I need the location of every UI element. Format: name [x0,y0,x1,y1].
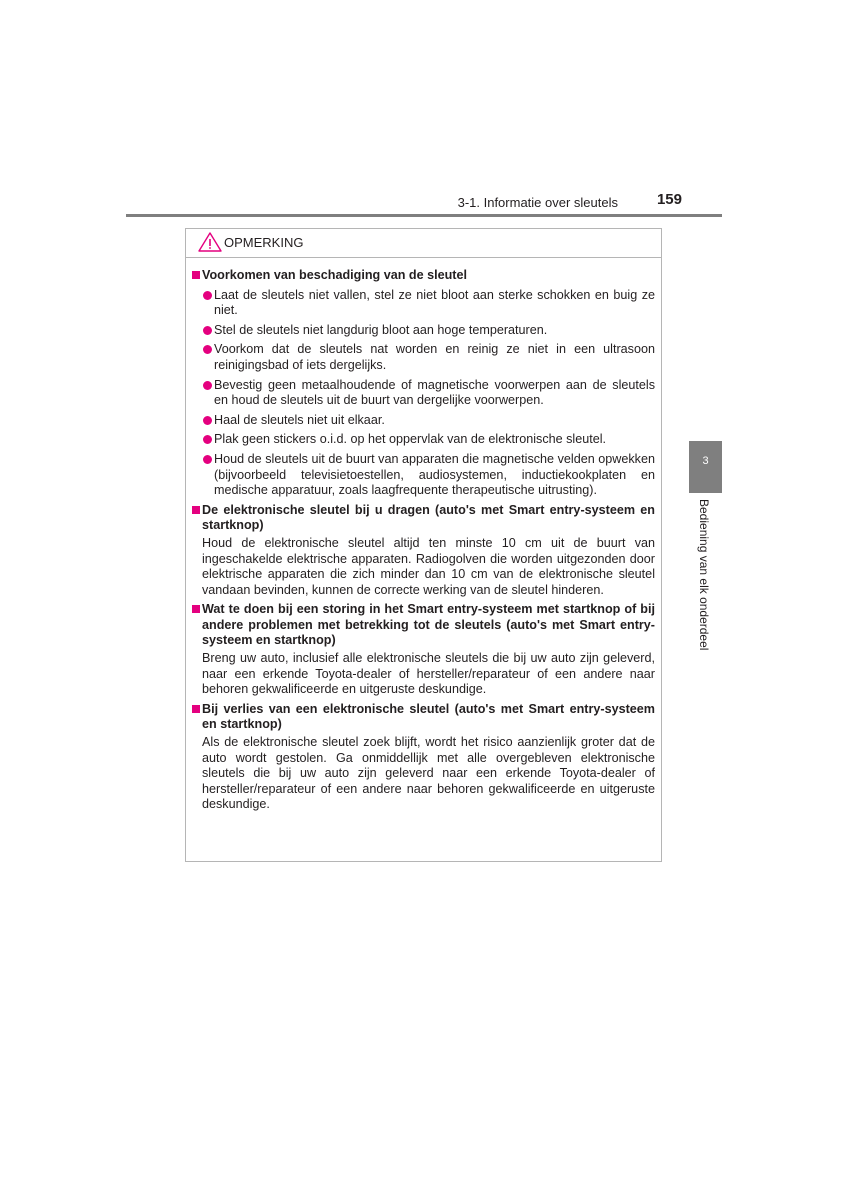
section-heading: Wat te doen bij een storing in het Smart entry-systeem met startknop of bij andere problemen met betrekking tot de sleutels (auto's met Smart entry-systeem en startknop) [190,602,655,649]
square-bullet-icon [192,705,200,713]
header-rule [126,214,722,217]
note-content [190,264,655,813]
list-item: Voorkom dat de sleutels nat worden en reinig ze niet in een ultrasoon reinigingsbad of iets dergelijks. [190,342,655,373]
page-number: 159 [656,191,682,208]
section-paragraph: Als de elektronische sleutel zoek blijft, wordt het risico aanzienlijk groter dat de auto wordt gestolen. Ga onmiddellijk met alle overgebleven elektronische sleutels die bij uw auto zijn geleverd naar een erkende Toyota-dealer of hersteller/reparateur of een andere naar behoren gekwalificeerde en uitgeruste deskundige. [202,735,655,812]
round-bullet-icon [203,291,212,300]
note-section [190,503,655,599]
list-item: Houd de sleutels uit de buurt van apparaten die magnetische velden opwekken (bijvoorbeeld televisietoestellen, audiosystemen, inductiekookplaten en medische apparatuur, zoals laagfrequente therapeutische uitrusting). [190,452,655,499]
list-item: Bevestig geen metaalhoudende of magnetische voorwerpen aan de sleutels en houd de sleutels uit de buurt van dergelijke voorwerpen. [190,378,655,409]
note-section [190,602,655,698]
chapter-number: 3 [702,455,709,467]
section-heading: Voorkomen van beschadiging van de sleutel [190,268,655,284]
chapter-tab [689,441,722,493]
note-section [190,268,655,499]
page-header [126,190,722,216]
section-title: 3-1. Informatie over sleutels [457,195,618,210]
square-bullet-icon [192,605,200,613]
round-bullet-icon [203,381,212,390]
round-bullet-icon [203,435,212,444]
note-box [185,228,662,862]
chapter-label: Bediening van elk onderdeel [697,499,711,651]
list-item: Stel de sleutels niet langdurig bloot aan hoge temperaturen. [190,323,655,339]
list-item: Plak geen stickers o.i.d. op het oppervlak van de elektronische sleutel. [190,432,655,448]
list-item: Laat de sleutels niet vallen, stel ze niet bloot aan sterke schokken en buig ze niet. [190,288,655,319]
warning-triangle-icon [198,232,222,252]
section-paragraph: Breng uw auto, inclusief alle elektronische sleutels die bij uw auto zijn geleverd, naar een erkende Toyota-dealer of hersteller/reparateur of een andere naar behoren gekwalificeerde en uitgeruste deskundige. [202,651,655,697]
round-bullet-icon [203,455,212,464]
section-paragraph: Houd de elektronische sleutel altijd ten minste 10 cm uit de buurt van ingeschakelde elektrische apparaten. Radiogolven die worden uitgezonden door elektrische apparaten die zich minder dan 10 cm van de elektronische sleutel vandaan bevinden, kunnen de correcte werking van de sleutel hinderen. [202,535,655,597]
note-header [186,229,661,258]
note-section [190,702,655,813]
round-bullet-icon [203,345,212,354]
note-title: OPMERKING [224,235,304,250]
section-heading: De elektronische sleutel bij u dragen (auto's met Smart entry-systeem en startknop) [190,503,655,534]
round-bullet-icon [203,326,212,335]
round-bullet-icon [203,416,212,425]
square-bullet-icon [192,271,200,279]
list-item: Haal de sleutels niet uit elkaar. [190,413,655,429]
square-bullet-icon [192,506,200,514]
section-heading: Bij verlies van een elektronische sleutel (auto's met Smart entry-systeem en startknop) [190,702,655,733]
